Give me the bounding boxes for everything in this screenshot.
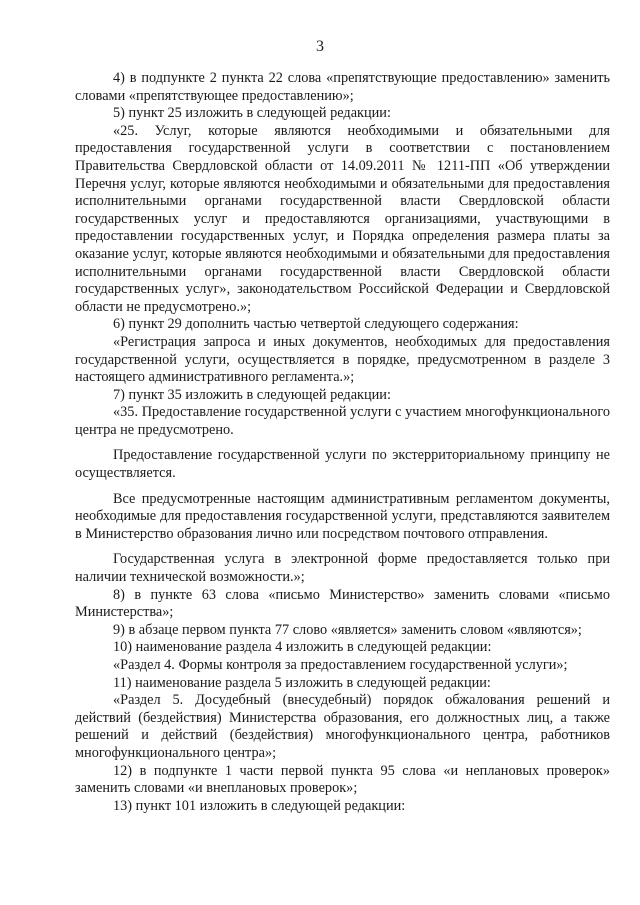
paragraph: Государственная услуга в электронной форме предоставляется только при наличии технической возможности.»; — [75, 551, 610, 586]
paragraph: «Раздел 4. Формы контроля за предоставлением государственной услуги»; — [113, 657, 568, 673]
paragraph: Все предусмотренные настоящим административным регламентом документы, необходимые для предоставления государственной услуги, представляются заявителем в Министерство образования лично или посредством почтового отправления. — [75, 490, 610, 542]
document-body — [75, 70, 610, 815]
paragraph: «Регистрация запроса и иных документов, необходимых для предоставления государственной услуги, осуществляется в порядке, предусмотренном в разделе 3 настоящего административного регламента.»; — [75, 333, 610, 386]
paragraph: 5) пункт 25 изложить в следующей редакции: — [113, 105, 391, 122]
paragraph: 4) в подпункте 2 пункта 22 слова «препятствующие предоставлению» заменить словами «препятствующее предоставлению»; — [75, 70, 610, 104]
paragraph: 7) пункт 35 изложить в следующей редакции: — [113, 386, 391, 403]
paragraph: «25. Услуг, которые являются необходимыми и обязательными для предоставления государственной услуги в соответствии с постановлением Правительства Свердловской области от 14.09.2011 № 1211-ПП «Об утверждении Перечня услуг, которые являются необходимыми и обязательными для предоставления исполнительными органами государственной власти Свердловской области государственных услуг и предоставляются организациями, участвующими в предоставлении государственных услуг, и Порядка определения размера платы за оказание услуг, которые являются необходимыми и обязательными для предоставления исполнительными органами государственной власти Свердловской области государственных услуг», законодательством Российской Федерации и Свердловской области не предусмотрено.»; — [75, 122, 610, 315]
paragraph: 13) пункт 101 изложить в следующей редакции: — [113, 797, 406, 814]
page-number: 3 — [316, 38, 324, 55]
paragraph: «35. Предоставление государственной услуги с участием многофункционального центра не предусмотрено. — [75, 404, 610, 438]
paragraph: 11) наименование раздела 5 изложить в следующей редакции: — [113, 674, 491, 691]
paragraph: Предоставление государственной услуги по экстерриториальному принципу не осуществляется. — [75, 447, 610, 482]
paragraph: «Раздел 5. Досудебный (внесудебный) порядок обжалования решений и действий (бездействия) Министерства образования, его должностных лиц, а также решений и действий (бездействия) многофункционального центра, работников многофункционального центра»; — [75, 692, 610, 761]
paragraph: 6) пункт 29 дополнить частью четвертой следующего содержания: — [113, 316, 519, 333]
paragraph: 9) в абзаце первом пункта 77 слово «является» заменить словом «являются»; — [113, 621, 582, 638]
paragraph: 8) в пункте 63 слова «письмо Министерство» заменить словами «письмо Министерства»; — [75, 586, 610, 621]
paragraph: 12) в подпункте 1 части первой пункта 95 слова «и неплановых проверок» заменить словами «и внеплановых проверок»; — [75, 762, 610, 797]
paragraph: 10) наименование раздела 4 изложить в следующей редакции: — [113, 639, 492, 656]
